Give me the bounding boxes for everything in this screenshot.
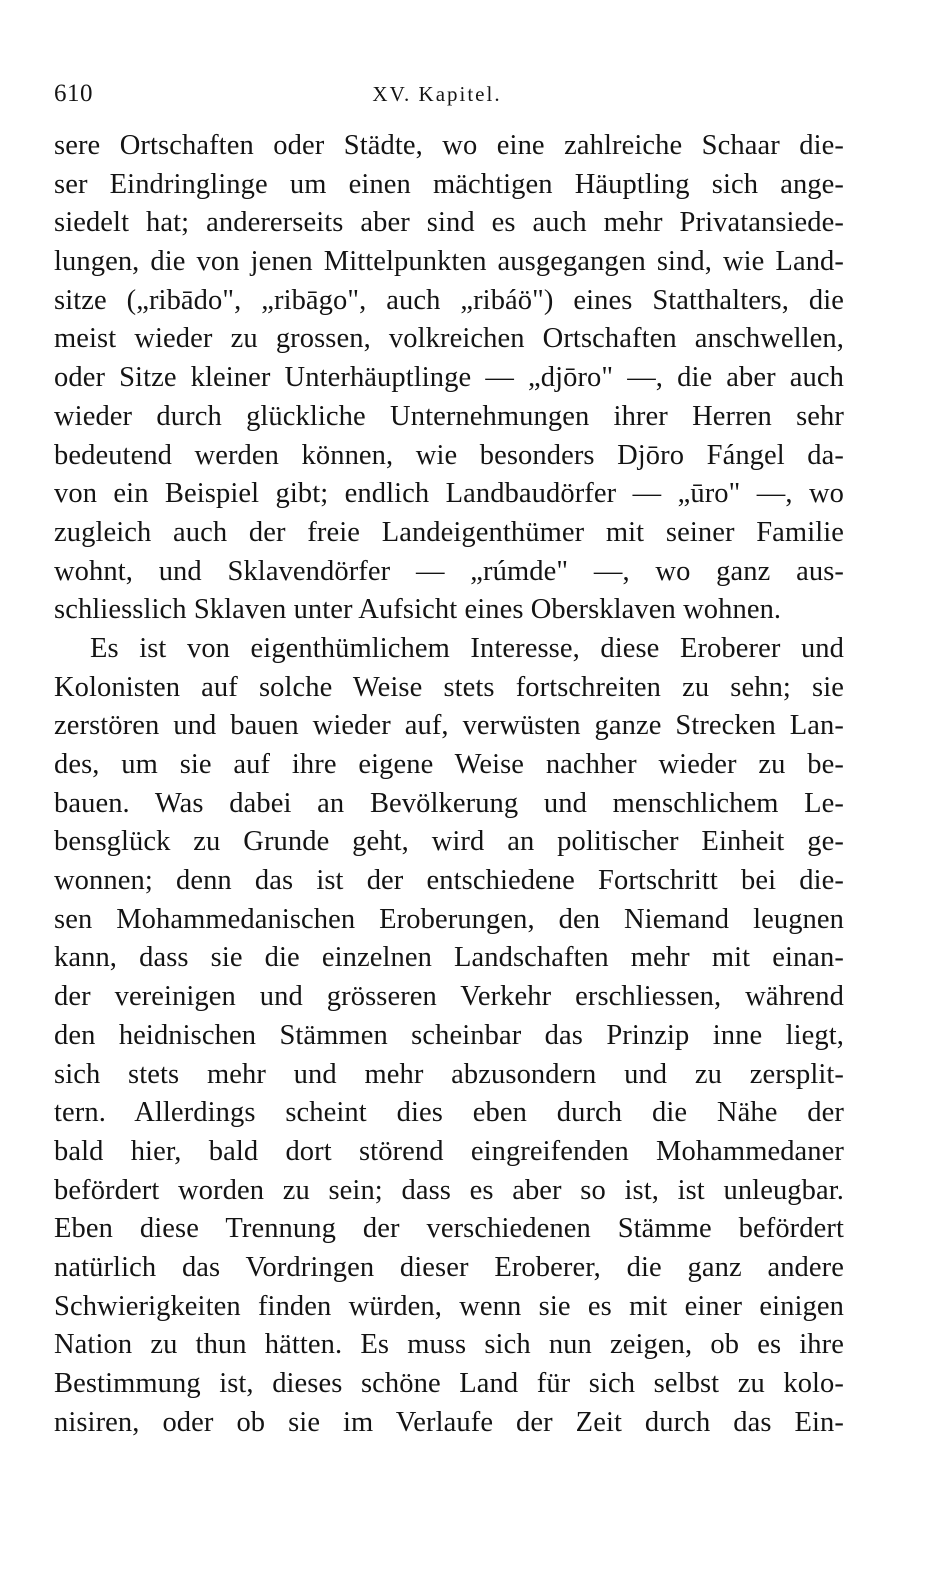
text-line: des, um sie auf ihre eigene Weise nachher wieder zu be-: [54, 749, 844, 780]
text-line: sich stets mehr und mehr abzusondern und zu zersplit-: [54, 1058, 844, 1090]
text-line: wohnt, und Sklavendörfer — „rúmde" —, wo ganz aus-: [54, 555, 844, 587]
running-head: [54, 76, 850, 112]
text-line: Schwierigkeiten finden würden, wenn sie es mit einer einigen: [54, 1290, 844, 1322]
text-line-paragraph-end: schliesslich Sklaven unter Aufsicht eines Obersklaven wohnen.: [54, 594, 782, 626]
text-line: zerstören und bauen wieder auf, verwüsten ganze Strecken Lan-: [54, 710, 844, 742]
text-line-paragraph-start: Es ist von eigenthümlichem Interesse, diese Eroberer und: [90, 632, 844, 664]
text-line: wonnen; denn das ist der entschiedene Fortschritt bei die-: [54, 865, 844, 897]
text-line: Kolonisten auf solche Weise stets fortschreiten zu sehn; sie: [54, 671, 844, 703]
text-line: der vereinigen und grösseren Verkehr erschliessen, während: [54, 981, 844, 1013]
text-line: bedeutend werden können, wie besonders Djōro Fángel da-: [54, 439, 844, 471]
text-line: meist wieder zu grossen, volkreichen Ortschaften anschwellen,: [54, 323, 844, 355]
text-line: bald hier, bald dort störend eingreifenden Mohammedaner: [54, 1135, 844, 1167]
text-line: lungen, die von jenen Mittelpunkten ausgegangen sind, wie Land-: [54, 246, 844, 278]
text-line: den heidnischen Stämmen scheinbar das Prinzip inne liegt,: [54, 1019, 844, 1051]
body-text: [54, 127, 844, 1442]
text-line: Nation zu thun hätten. Es muss sich nun zeigen, ob es ihre: [54, 1329, 844, 1361]
chapter-title: XV. Kapitel.: [372, 82, 502, 106]
text-line: tern. Allerdings scheint dies eben durch die Nähe der: [54, 1097, 844, 1129]
text-line: nisiren, oder ob sie im Verlaufe der Zeit durch das Ein-: [54, 1406, 844, 1438]
text-line: siedelt hat; andererseits aber sind es auch mehr Privatansiede-: [54, 207, 844, 239]
text-line: Bestimmung ist, dieses schöne Land für sich selbst zu kolo-: [54, 1368, 844, 1399]
page-number: 610: [54, 80, 93, 107]
text-line: von ein Beispiel gibt; endlich Landbaudörfer — „ūro" —, wo: [54, 478, 844, 510]
text-line: zugleich auch der freie Landeigenthümer mit seiner Familie: [54, 516, 844, 548]
text-line: sen Mohammedanischen Eroberungen, den Niemand leugnen: [54, 903, 844, 935]
text-line: sitze („ribādo", „ribāgo", auch „ribáö") eines Statthalters, die: [54, 284, 844, 316]
text-line: bensglück zu Grunde geht, wird an politischer Einheit ge-: [54, 826, 844, 858]
text-line: kann, dass sie die einzelnen Landschaften mehr mit einan-: [54, 942, 844, 974]
text-line: oder Sitze kleiner Unterhäuptlinge — „djōro" —, die aber auch: [54, 362, 844, 394]
text-line: Eben diese Trennung der verschiedenen Stämme befördert: [54, 1213, 844, 1245]
text-line: befördert worden zu sein; dass es aber so ist, ist unleugbar.: [54, 1174, 844, 1206]
text-line: natürlich das Vordringen dieser Eroberer, die ganz andere: [54, 1251, 844, 1283]
text-line: bauen. Was dabei an Bevölkerung und menschlichem Le-: [54, 787, 844, 819]
text-line: ser Eindringlinge um einen mächtigen Häuptling sich ange-: [54, 168, 844, 200]
text-line: wieder durch glückliche Unternehmungen ihrer Herren sehr: [54, 400, 844, 432]
text-line: sere Ortschaften oder Städte, wo eine zahlreiche Schaar die-: [54, 130, 844, 161]
